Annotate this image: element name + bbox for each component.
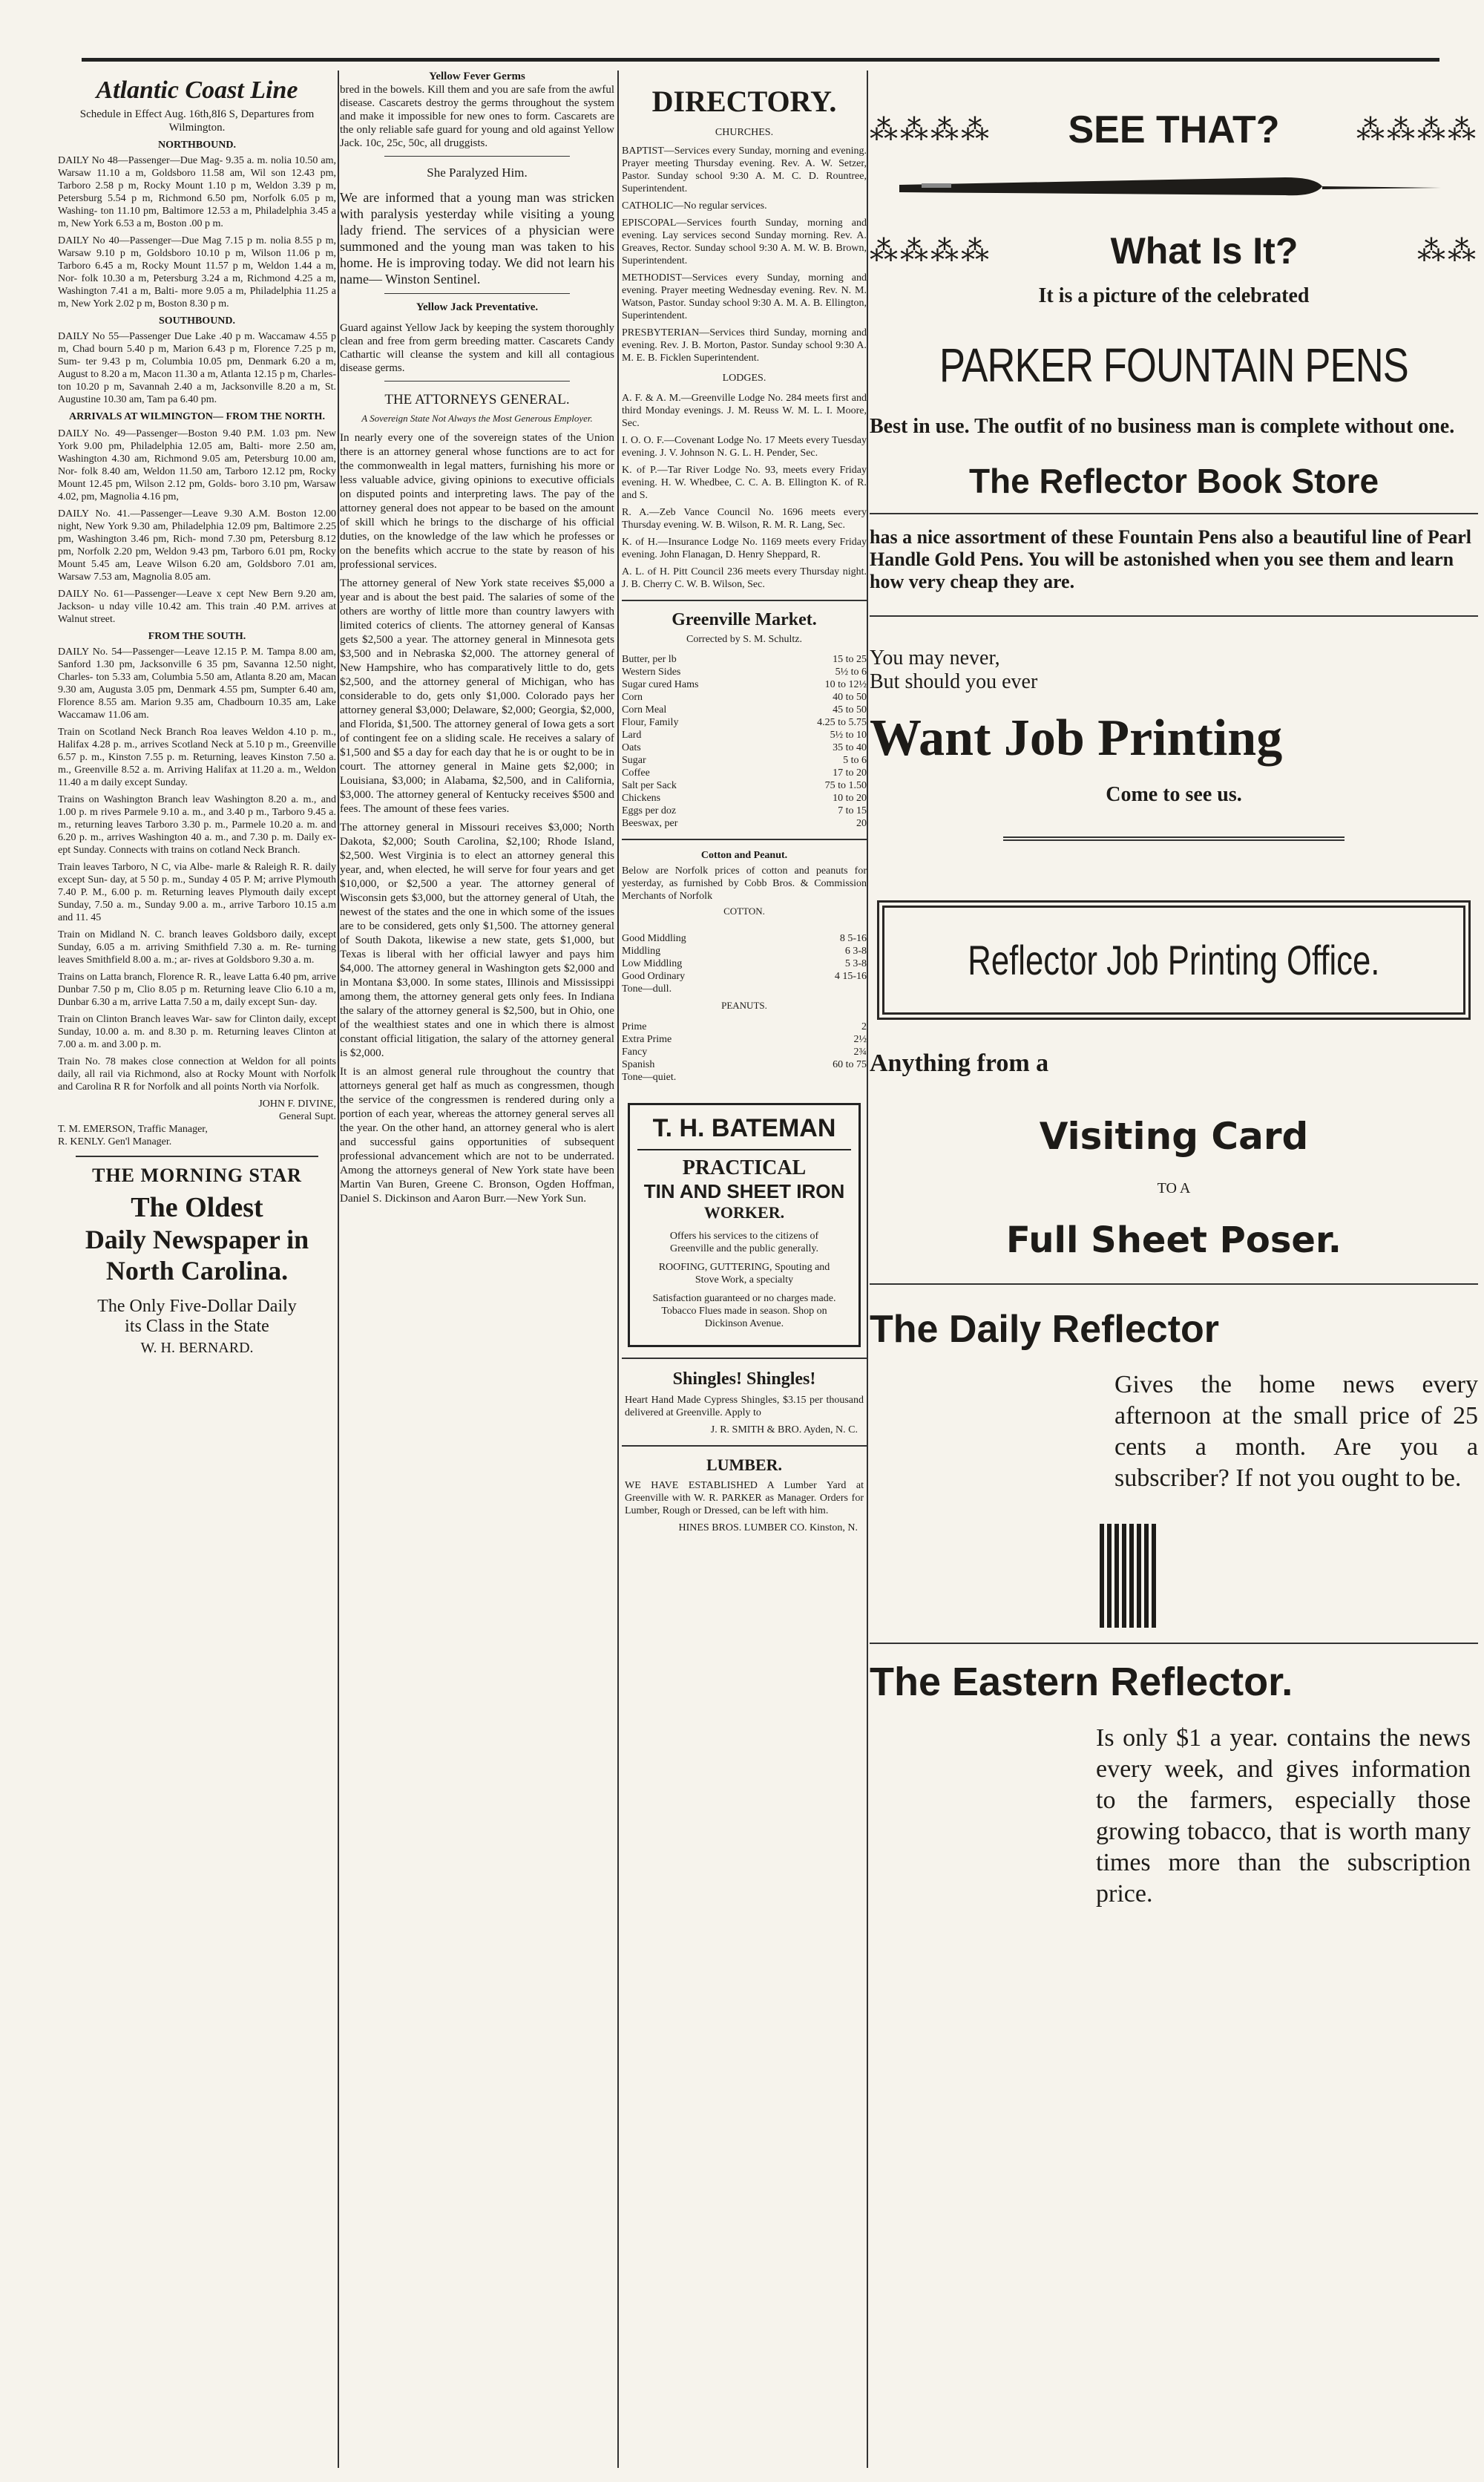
item-name: Prime [622, 1021, 647, 1032]
table-row [622, 678, 867, 691]
lodge-entry: I. O. O. F.—Covenant Lodge No. 17 Meets every Tuesday evening. J. V. Johnson N. G. L. H. Pender, Sec. [622, 435, 867, 459]
schedule-entry: DAILY No 48—Passenger—Due Mag- 9.35 a. m. nolia 10.50 am, Warsaw 11.10 a m, Goldsboro 11.58 am, Wil son 12.43 pm, Tarboro 2.58 p m, Rocky Mount 1.10 p m, Weldon 3.39 p m, Petersburg 5.54 p m, Richmond 6.50 pm, Norfolk 6.05 p m, Washing- ton 11.10 pm, Baltimore 12.53 a m, Philadelphia 3.45 a m, New York 6.53 a m, Boston .00 p m. [58, 155, 336, 229]
shingles-sign: J. R. SMITH & BRO. Ayden, N. C. [710, 1424, 858, 1435]
come-to: Come to see us. [1106, 783, 1242, 806]
ornament-icon: ⁂⁂⁂⁂ [1356, 114, 1478, 146]
item-name: Sugar [622, 755, 646, 766]
item-name: Extra Prime [622, 1034, 672, 1045]
full-sheet-poster: Full Sheet Poser. [1005, 1219, 1342, 1261]
market-subhead: Corrected by S. M. Schultz. [686, 634, 802, 645]
lodge-entry: K. of H.—Insurance Lodge No. 1169 meets every Friday evening. John Flanagan, D. Henry Sheppard, R. [622, 537, 867, 560]
item-name: Coffee [622, 767, 650, 779]
want-job-head: Want Job Printing [870, 710, 1283, 767]
item-name: Good Middling [622, 933, 686, 944]
item-price [785, 983, 867, 995]
table-row [622, 970, 867, 983]
table-row [622, 1021, 867, 1033]
table-row [622, 1058, 867, 1071]
visiting-card: Visiting Card [1039, 1115, 1309, 1158]
item-name: Western Sides [622, 667, 681, 678]
item-name: Spanish [622, 1059, 655, 1070]
masthead-rule [82, 58, 1439, 62]
article-paragraph: In nearly every one of the sovereign states of the Union there is an attorney general whose functions are to act for the commonwealth in legal matters, furnishing his more or less valuable advice, giving opinions to executive officials on disputed points and interpreting laws. The pay of the attorney general does not appear to be based on the amount of skill which he brings to the discharge of his official duties, on the knowledge of the law which he professes or on the benefits which accrue to the state by reason of his professional services. [340, 431, 614, 571]
item-name: Corn [622, 692, 643, 703]
table-row [622, 767, 867, 779]
lodge-entry: A. F. & A. M.—Greenville Lodge No. 284 meets first and third Monday evenings. J. M. Reuss W. M. L. I. Moore, Sec. [622, 393, 867, 429]
market-table [622, 653, 867, 830]
peanuts-subhead: PEANUTS. [721, 1000, 767, 1011]
table-row [622, 1033, 867, 1046]
column-railroad [58, 71, 336, 2464]
table-row [622, 1046, 867, 1058]
column-rule [338, 71, 339, 2468]
item-price: 45 to 50 [833, 704, 867, 716]
item-price: 2 [861, 1021, 867, 1032]
item-price: 15 to 25 [833, 654, 867, 665]
signature-divine: JOHN F. DIVINE, [258, 1098, 336, 1110]
item-name: Flour, Family [622, 717, 679, 728]
divider [870, 1643, 1478, 1644]
job-office-box [877, 900, 1471, 1020]
signature-emerson: T. M. EMERSON, Traffic Manager, [58, 1124, 208, 1135]
star-line-6: W. H. BERNARD. [140, 1340, 254, 1356]
table-row [622, 792, 867, 805]
schedule-entry: DAILY No. 54—Passenger—Leave 12.15 P. M. Tampa 8.00 am, Sanford 1.30 pm, Jacksonville 6 35 pm, Savanna 12.50 night, Charles- ton 5.33 am, Columbia 5.50 am, Atlanta 8.20 am, Macan 9.30 am, Augusta 3.05 pm, Denmark 4.55 pm, Sumpter 6.40 am, Florence 8.55 am. Marion 9.35 am, Chadbourn 10.35 am, Lake Waccamaw 11.06 am. [58, 646, 336, 721]
item-name: Tone—dull. [622, 983, 672, 995]
item-price: 2½ [853, 1034, 867, 1045]
ornament-icon [1100, 1524, 1159, 1628]
bateman-worker: WORKER. [703, 1203, 785, 1222]
item-price: 10 to 20 [833, 793, 867, 804]
anything-from: Anything from a [870, 1050, 1049, 1077]
branch-notes [58, 726, 336, 1093]
lumber-head: LUMBER. [706, 1456, 783, 1474]
item-name: Good Ordinary [622, 971, 686, 982]
parker-head: PARKER FOUNTAIN PENS [939, 338, 1408, 392]
item-price: 20 [856, 818, 867, 829]
arrivals-north-list [58, 428, 336, 626]
see-that-head: SEE THAT? [1068, 108, 1280, 151]
branch-note: Train on Clinton Branch leaves War- saw for Clinton daily, except Sunday, 10.00 a. m. and 8.30 p. m. Returning leaves Clinton at 7.00 a. m. and 3.00 p. m. [58, 1014, 336, 1050]
table-row [622, 805, 867, 817]
item-price: 5½ to 10 [830, 730, 867, 741]
table-row [622, 983, 867, 995]
lumber-sign: HINES BROS. LUMBER CO. Kinston, N. [678, 1522, 858, 1533]
southbound-head: SOUTHBOUND. [158, 315, 236, 327]
arrivals-head: ARRIVALS AT WILMINGTON— FROM THE NORTH. [69, 411, 325, 422]
attorneys-body [340, 430, 614, 1205]
northbound-head: NORTHBOUND. [158, 140, 236, 151]
item-price: 35 to 40 [833, 742, 867, 753]
to-a: TO A [1157, 1180, 1191, 1196]
table-row [622, 945, 867, 957]
arrivals-south-list [58, 646, 336, 721]
church-entry: CATHOLIC—No regular services. [622, 200, 767, 212]
picture-of: It is a picture of the celebrated [1038, 284, 1310, 307]
item-price: 4.25 to 5.75 [817, 717, 867, 728]
table-row [622, 691, 867, 704]
lodges-head: LODGES. [722, 373, 766, 384]
item-name: Corn Meal [622, 704, 667, 716]
divider [622, 600, 867, 601]
cotton-subhead: COTTON. [723, 906, 765, 917]
branch-note: Trains on Washington Branch leav Washington 8.20 a. m., and 1.00 p. m rives Parmele 9.10 a. m., and 3.40 p m., Tarboro 9.45 a. m., returning leaves Tarboro 3.30 p. m., Parmele 10.20 a. m. and 6.20 p. m., arrives Washington 40 a. m., and 7.30 p. m. Daily ex- ept Sunday. Connects with trains on cotland Neck Branch. [58, 794, 336, 856]
schedule-entry: DAILY No. 49—Passenger—Boston 9.40 P.M. 1.03 pm. New York 9.00 pm, Philadelphia 12.05 am, Balti- more 2.50 am, Washington 4.30 am, Richmond 9.05 am, Petersburg 10.00 am, Nor- folk 8.40 am, Weldon 11.50 am, Tarboro 12.12 pm, Rocky Mount 12.45 pm, Wilson 2.12 pm, Golds- boro 3.10 pm, Warsaw 4.02, pm, Magnolia 4.16 pm, [58, 428, 336, 502]
item-price: 17 to 20 [833, 767, 867, 779]
schedule-entry: DAILY No 40—Passenger—Due Mag 7.15 p m. nolia 8.55 p m, Warsaw 9.10 p m, Goldsboro 10.10 p m, Wilson 11.06 p m, Tarboro 6.45 a m, Rocky Mount 11.57 p m, Weldon 1.44 a m, Nor- folk 10.30 a m, Petersburg 3.24 a m, Richmond 4.25 a m, Washington 7.41 a m, Balti- more 9.05 a m, Philadelphia 11.25 a m, New York 2.02 p m, Boston 8.30 p m. [58, 235, 336, 310]
jack-head: Yellow Jack Preventative. [416, 301, 539, 313]
eastern-body: Is only $1 a year. contains the news every week, and gives information to the farmers, especially those growing tobacco, that is worth many times more than the subscription price. [1096, 1724, 1471, 1908]
star-line-2: Daily Newspaper in [85, 1225, 309, 1254]
market-head: Greenville Market. [672, 610, 817, 629]
divider [870, 615, 1478, 617]
item-price: 10 to 12½ [824, 679, 867, 690]
what-is-it-head: What Is It? [1110, 230, 1298, 272]
item-price: 6 3-8 [844, 946, 867, 957]
star-line-5: its Class in the State [125, 1317, 269, 1336]
bateman-body-2: ROOFING, GUTTERING, Spouting and Stove Work, a specialty [658, 1262, 830, 1286]
cotton-body: Below are Norfolk prices of cotton and peanuts for yesterday, as furnished by Cobb Bros. & Commission Merchants of Norfolk [622, 865, 867, 902]
item-price: 7 to 15 [838, 805, 867, 816]
job-office-head: Reflector Job Printing Office. [968, 937, 1380, 983]
fountain-pen-icon [870, 163, 1463, 215]
divider [384, 156, 570, 157]
column-directory [622, 71, 867, 2464]
lodge-entry: R. A.—Zeb Vance Council No. 1696 meets every Thursday evening. W. B. Wilson, R. M. R. Lang, Sec. [622, 507, 867, 531]
churches-head: CHURCHES. [715, 127, 774, 138]
table-row [622, 704, 867, 716]
bateman-name: T. H. BATEMAN [637, 1114, 851, 1150]
lodge-entry: K. of P.—Tar River Lodge No. 93, meets every Friday evening. H. W. Whedbee, C. C. A. B. Ellington K. of R. and S. [622, 465, 867, 501]
item-name: Eggs per doz [622, 805, 677, 816]
bookstore-head: The Reflector Book Store [968, 462, 1379, 500]
item-price: 5 to 6 [843, 755, 867, 766]
item-price: 8 5-16 [839, 933, 867, 944]
cotton-table [622, 932, 867, 995]
table-row [622, 653, 867, 666]
item-name: Low Middling [622, 958, 683, 969]
star-line-1: The Oldest [131, 1192, 263, 1223]
southbound-list [58, 330, 336, 406]
attorneys-head: THE ATTORNEYS GENERAL. [384, 392, 570, 407]
paralyzed-head: She Paralyzed Him. [427, 166, 528, 180]
item-name: Sugar cured Hams [622, 679, 699, 690]
shingles-body: Heart Hand Made Cypress Shingles, $3.15 per thousand delivered at Greenville. Apply to [625, 1395, 864, 1418]
table-row [622, 754, 867, 767]
jack-body: Guard against Yellow Jack by keeping the system thoroughly clean and free from germ breeding matter. Cascarets Candy Cathartic will cleanse the system and kill all contagious disease germs. [340, 322, 614, 374]
item-price: 2¾ [853, 1047, 867, 1058]
ornament-icon: ⁂⁂⁂⁂ [870, 114, 991, 146]
signature-divine-title: General Supt. [279, 1111, 336, 1122]
fever-body: bred in the bowels. Kill them and you are safe from the awful disease. Cascarets destroy the germs throughout the system and make it impossible for new ones to form. Cascarets are the only reliable safe guard for young and old against Yellow Jack. 10c, 25c, 50c, all druggists. [340, 84, 614, 149]
branch-note: Trains on Latta branch, Florence R. R., leave Latta 6.40 pm, arrive Dunbar 7.50 p m, Clio 8.05 p m. Returning leave Clio 6.10 a m, Dunbar 6.30 a m, arrive Latta 7.50 a m, daily except Sun- day. [58, 972, 336, 1008]
article-paragraph: It is an almost general rule throughout the country that attorneys general get half as much as congressmen, though the service of the congressmen is rendered during only a portion of each year, whereas the attorney general serves all the year. On the other hand, an attorney general who is alert and successful gains opportunities of subsequent professional advancement which are not to be underrated. Among the attorneys general of New York state have been Martin Van Buren, Greene C. Bronson, Ogden Hoffman, Daniel S. Dickinson and Aaron Burr.—New York Sun. [340, 1065, 614, 1205]
item-price: 75 to 1.50 [824, 780, 867, 791]
schedule-entry: DAILY No. 41.—Passenger—Leave 9.30 A.M. Boston 12.00 night, New York 9.30 am, Philadelphia 12.09 pm, Baltimore 2.25 pm, Washington 3.46 pm, Rich- mond 7.30 pm, Petersburg 8.12 pm, Norfolk 2.20 pm, Weldon 9.43 pm, Tarboro 6.01 pm, Rocky Mount 5.45 am, Leave Wilson 6.20 am, Goldsboro 7.01 am, Warsaw 7.53 am, Magnolia 8.05 am. [58, 508, 336, 583]
item-name: Middling [622, 946, 661, 957]
peanuts-table [622, 1021, 867, 1084]
column-rule [617, 71, 619, 2468]
lodge-entry: A. L. of H. Pitt Council 236 meets every Thursday night. J. B. Cherry C. W. B. Wilson, Sec. [622, 566, 867, 590]
item-name: Beeswax, per [622, 818, 678, 829]
star-head: THE MORNING STAR [92, 1165, 302, 1186]
schedule-note: Schedule in Effect Aug. 16th,8I6 S, Departures from Wilmington. [79, 108, 315, 134]
see-that-row [870, 108, 1478, 152]
column-advertisements [870, 71, 1478, 2464]
star-line-3: North Carolina. [105, 1256, 289, 1286]
branch-note: Train on Midland N. C. branch leaves Goldsboro daily, except Sunday, 6.05 a m. arriving Smithfield 7.30 a. m. Re- turning leaves Smithfield 8.00 a. m.; ar- rives at Goldsboro 9.30 a. m. [58, 929, 336, 966]
table-row [622, 666, 867, 678]
item-price: 5½ to 6 [835, 667, 867, 678]
may-never: You may never, [870, 646, 1000, 669]
divider [1003, 836, 1345, 841]
item-name: Fancy [622, 1047, 648, 1058]
cotton-head: Cotton and Peanut. [700, 850, 788, 861]
item-price: 40 to 50 [833, 692, 867, 703]
schedule-entry: DAILY No. 61—Passenger—Leave x cept New Bern 9.20 am, Jackson- u nday ville 10.42 am. This train .40 P.M. arrives at Walnut street. [58, 589, 336, 625]
from-south-head: FROM THE SOUTH. [148, 631, 246, 642]
church-entry: EPISCOPAL—Services fourth Sunday, morning and evening. Lay services second Sunday morning. Rev. A. Greaves, Rector. Sunday school 9:30 A. M. W. B. Brown, Superintendent. [622, 217, 867, 266]
article-paragraph: The attorney general in Missouri receives $3,000; North Dakota, $2,000; South Carolina, $2,100; Rhode Island, $2,500. West Virginia is to elect an attorney general this year, and, when elected, he will serve for four years and get $10,000, or $2,500 a year. The attorney general of Wisconsin gets $3,000, but the attorney general of Utah, the newest of the states and the one in which some of the issues are to be considered, gets only $1,500. The attorney general of South Dakota, likewise a new state, gets $1,000, but Texas is liberal with her official lawyer and pays him $4,000. The attorney general in Washington gets $2,000 and in Montana $3,000. In some states, Illinois and Mississippi among them, the attorney general gets only fees. In Indiana the salary of the attorney general is $2,500, but in Ohio, one of the wealthiest states and one in which there is almost constant official litigation, the salary of the attorney general is $2,000. [340, 821, 614, 1059]
directory-head: DIRECTORY. [651, 85, 837, 118]
branch-note: Train leaves Tarboro, N C, via Albe- marle & Raleigh R. R. daily except Sun- day, at 5 50 p. m., Sunday 4 05 P. M; arrive Plymouth 7.40 P. M., 6.00 p. m. Returning leaves Plymouth daily except Sunday, 7.50 a. m., Sunday 9.00 a. m., arrive Tarboro 10.15 a.m and 11. 45 [58, 862, 336, 923]
northbound-list [58, 154, 336, 310]
table-row [622, 1071, 867, 1084]
bateman-trade: TIN AND SHEET IRON [643, 1180, 845, 1202]
bateman-body-3: Satisfaction guaranteed or no charges made. Tobacco Flues made in season. Shop on Dickinson Avenue. [652, 1293, 836, 1329]
table-row [622, 741, 867, 754]
item-name: Oats [622, 742, 641, 753]
bateman-ad [628, 1103, 861, 1347]
attorneys-subhead: A Sovereign State Not Always the Most Generous Employer. [361, 413, 593, 424]
item-name: Tone—quiet. [622, 1072, 677, 1083]
church-entry: BAPTIST—Services every Sunday, morning and evening. Prayer meeting Thursday evening. Rev. A. W. Setzer, Pastor. Sunday school 9:30 A. M. C. D. Rountree, Superintendent. [622, 145, 867, 194]
divider [870, 513, 1478, 514]
church-entry: PRESBYTERIAN—Services third Sunday, morning and evening. Rev. J. B. Morton, Pastor. Sunday school 9:30 A. M. E. B. Ficklen Superintendent. [622, 327, 867, 364]
item-price [772, 1071, 867, 1084]
signature-kenly: R. KENLY. Gen'l Manager. [58, 1136, 172, 1147]
branch-note: Train No. 78 makes close connection at Weldon for all points daily, all rail via Richmond, also at Rocky Mount with Norfolk and Carolina R R for Norfolk and all points North via Norfolk. [58, 1056, 336, 1093]
column-rule [867, 71, 868, 2468]
item-name: Lard [622, 730, 642, 741]
star-line-4: The Only Five-Dollar Daily [97, 1297, 297, 1316]
divider [384, 293, 570, 294]
article-paragraph: The attorney general of New York state receives $5,000 a year and is about the best paid. The salaries of some of the others are worthy of little more than country lawyers with limited coterics of clients. The attorney general of Kansas gets $2,500 a year. The attorney general in Minnesota gets $3,500 and in Nebraska $2,000. The attorney general of New Hampshire, who has comparatively little to do, gets $2,500, and the attorney general of Michigan, who has considerable to do, gets only $1,000. Colorado pays her attorney general $3,000; Delaware, $2,000; Georgia, $2,000, and Florida, $1,500. The attorney general of Iowa gets a sort of contingent fee on a sliding scale. He receives a salary of $1,500 and $5 a day for each day that he is or ought to be in court. The attorney general in Maine gets $2,000; in Louisiana, $3,000; in Alabama, $2,500, and in California, $3,000. The attorney general of Kentucky receives $500 and fees. The amount of these fees varies. [340, 577, 614, 815]
divider [622, 839, 867, 840]
item-price: 60 to 75 [833, 1059, 867, 1070]
item-name: Chickens [622, 793, 661, 804]
table-row [622, 932, 867, 945]
item-name: Salt per Sack [622, 780, 677, 791]
fever-head: Yellow Fever Germs [429, 71, 525, 82]
bateman-body: Offers his services to the citizens of Greenville and the public generally. [669, 1231, 819, 1254]
column-articles [340, 71, 614, 2464]
divider [384, 381, 570, 382]
table-row [622, 716, 867, 729]
branch-note: Train on Scotland Neck Branch Roa leaves Weldon 4.10 p. m., Halifax 4.28 p. m., arrives Scotland Neck at 5.10 p m., Greenville 6.57 p. m., Kinston 7.55 p. m. Returning, leaves Kinston 7.50 a. m., Greenville 8.52 a. m. Arriving Halifax at 11.20 a. m., Weldon 11.40 a m daily except Sunday. [58, 727, 336, 788]
bateman-practical: PRACTICAL [682, 1156, 807, 1179]
divider [622, 1358, 867, 1359]
shingles-head: Shingles! Shingles! [672, 1369, 816, 1389]
divider [622, 1445, 867, 1447]
what-is-it-row [870, 229, 1478, 272]
table-row [622, 957, 867, 970]
divider [76, 1156, 318, 1157]
table-row [622, 729, 867, 741]
lodges-list [622, 392, 867, 591]
divider [870, 1283, 1478, 1285]
item-price: 5 3-8 [844, 958, 867, 969]
item-name: Butter, per lb [622, 654, 677, 665]
bookstore-body: has a nice assortment of these Fountain Pens also a beautiful line of Pearl Handle Gold Pens. You will be astonished when you see them and learn how very cheap they are. [870, 526, 1472, 592]
ornament-icon: ⁂⁂⁂⁂ [870, 235, 991, 267]
churches-list [622, 145, 867, 364]
paralyzed-body: We are informed that a young man was stricken with paralysis yesterday while visiting a young lady friend. The services of a physician were summoned and the young man was taken to his home. He is improving today. We did not learn his name— Winston Sentinel. [340, 190, 614, 286]
table-row [622, 779, 867, 792]
daily-body: Gives the home news every afternoon at the small price of 25 cents a month. Are you a subscriber? If not you ought to be. [1114, 1371, 1478, 1492]
table-row [622, 817, 867, 830]
daily-head: The Daily Reflector [870, 1308, 1220, 1351]
item-price: 4 15-16 [834, 971, 867, 982]
lumber-body: WE HAVE ESTABLISHED A Lumber Yard at Greenville with W. R. PARKER as Manager. Orders for Lumber, Rough or Dressed, can be left with him. [625, 1480, 864, 1516]
but-should: But should you ever [870, 670, 1038, 693]
ornament-icon: ⁂⁂ [1416, 235, 1478, 267]
eastern-head: The Eastern Reflector. [870, 1660, 1293, 1704]
railroad-title: Atlantic Coast Line [96, 76, 298, 104]
schedule-entry: DAILY No 55—Passenger Due Lake .40 p m. Waccamaw 4.55 p m, Chad bourn 5.40 p m, Marion 6.43 p m, Florence 7.25 p m, Sum- ter 9.43 p m, Columbia 10.05 pm, Denmark 6.20 a m, August to 8.20 a m, Macon 11.30 a m, Atlanta 12.15 p m, Charles- ton 10.20 p m, Savannah 2.40 a m, Jacksonville 8.20 a m, St. Augustine 10.30 am, Tam pa 6.40 pm. [58, 331, 336, 405]
best-in-use: Best in use. The outfit of no business man is complete without one. [870, 415, 1455, 438]
church-entry: METHODIST—Services every Sunday, morning and evening. Prayer meeting Wednesday evening. Rev. N. M. Watson, Pastor. Sunday school 9:30 A. M. A. B. Ellington, Superintendent. [622, 272, 867, 321]
